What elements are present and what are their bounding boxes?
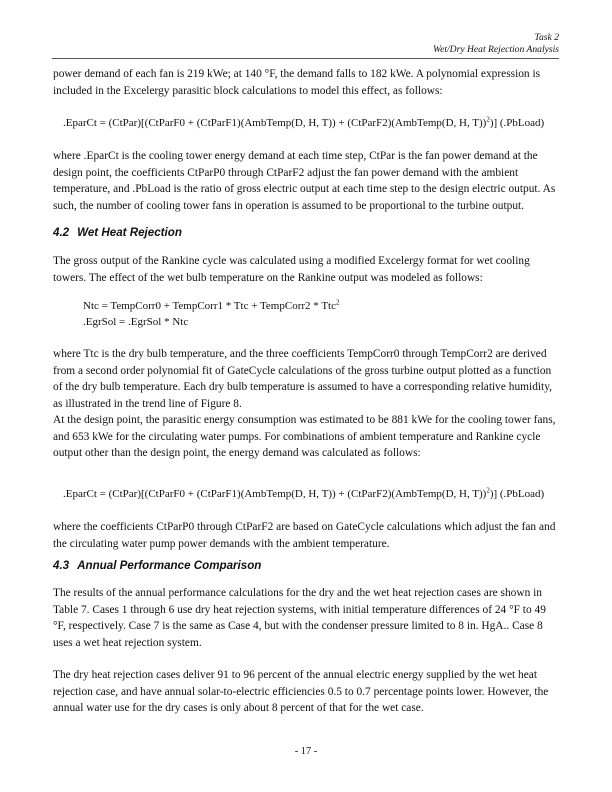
paragraph-eparct-definition: where .EparCt is the cooling tower energy demand at each time step, CtPar is the fan power demand at the design point, the coefficients CtParP0 through CtParF2 adjust the fan power demand with the ambient temperature, and .PbLoad is the ratio of gross electric output at each time step to the design electric output. As such, the number of cooling tower fans in operation is assumed to be proportional to the turbine output.	[53, 150, 556, 212]
paragraph-design-point: At the design point, the parasitic energy consumption was estimated to be 881 kWe for the cooling tower fans, and 653 kWe for the circulating water pumps. For combinations of ambient temperature and Rankine cycle output other than the design point, the energy demand was calculated as follows:	[53, 414, 556, 459]
equation-text: .EparCt = (CtPar)[(CtParF0 + (CtParF1)(AmbTemp(D, H, T)) + (CtParF2)(AmbTemp(D, H, T))	[63, 488, 487, 500]
section-heading-4-2	[53, 226, 182, 239]
equation-text: Ntc = TempCorr0 + TempCorr1 * Ttc + TempCorr2 * Ttc	[83, 300, 336, 312]
paragraph-dry-vs-wet: The dry heat rejection cases deliver 91 to 96 percent of the annual electric energy supplied by the wet heat rejection case, and have annual solar-to-electric efficiencies 0.5 to 0.7 percentage points lower. However, the annual water use for the dry cases is only about 8 percent of that for the wet case.	[53, 669, 549, 714]
equation-ntc	[83, 299, 339, 315]
equation-text: .EparCt = (CtPar)[(CtParF0 + (CtParF1)(AmbTemp(D, H, T)) + (CtParF2)(AmbTemp(D, H, T))	[63, 117, 487, 129]
section-title: Wet Heat Rejection	[77, 226, 182, 239]
header-rule	[52, 58, 559, 59]
running-header	[433, 32, 559, 56]
paragraph-fan-power: power demand of each fan is 219 kWe; at 140 °F, the demand falls to 182 kWe. A polynomial expression is included in the Excelergy parasitic block calculations to model this effect, as follows:	[53, 68, 541, 97]
equation-exponent: 2	[335, 298, 340, 307]
page-number: - 17 -	[294, 746, 318, 757]
section-number: 4.3	[53, 559, 70, 572]
paragraph-gross-output: The gross output of the Rankine cycle was calculated using a modified Excelergy format for wet cooling towers. The effect of the wet bulb temperature on the Rankine output was modeled as follows:	[53, 255, 530, 284]
equation-egrsol: .EgrSol = .EgrSol * Ntc	[83, 316, 189, 328]
paragraph-ttc-definition: where Ttc is the dry bulb temperature, and the three coefficients TempCorr0 through TempCorr2 are derived from a second order polynomial fit of GateCycle calculations of the gross turbine output plotted as a function of the dry bulb temperature. Each dry bulb temperature is assumed to have a corresponding relative humidity, as illustrated in the trend line of Figure 8.	[53, 348, 553, 410]
header-task: Task 2	[534, 32, 559, 43]
equation-text: )] (.PbLoad)	[489, 488, 545, 500]
header-title: Wet/Dry Heat Rejection Analysis	[432, 44, 559, 55]
equation-exponent: 2	[486, 115, 490, 124]
section-number: 4.2	[53, 226, 70, 239]
paragraph-annual-results: The results of the annual performance calculations for the dry and the wet heat rejection cases are shown in Table 7. Cases 1 through 6 use dry heat rejection systems, with initial temperature differences of 24 °F to 49 °F, respectively. Case 7 is the same as Case 4, but with the condenser pressure limited to 8 in. HgA.. Case 8 uses a wet heat rejection system.	[53, 587, 546, 649]
section-title: Annual Performance Comparison	[77, 559, 262, 572]
section-heading-4-3	[53, 559, 261, 572]
equation-exponent: 2	[486, 486, 490, 495]
paragraph-coefficients: where the coefficients CtParP0 through CtParF2 are based on GateCycle calculations which adjust the fan and the circulating water pump power demands with the ambient temperature.	[53, 521, 556, 550]
equation-text: )] (.PbLoad)	[489, 117, 545, 129]
equation-eparct-2	[63, 486, 544, 502]
equation-eparct-1	[63, 115, 544, 131]
